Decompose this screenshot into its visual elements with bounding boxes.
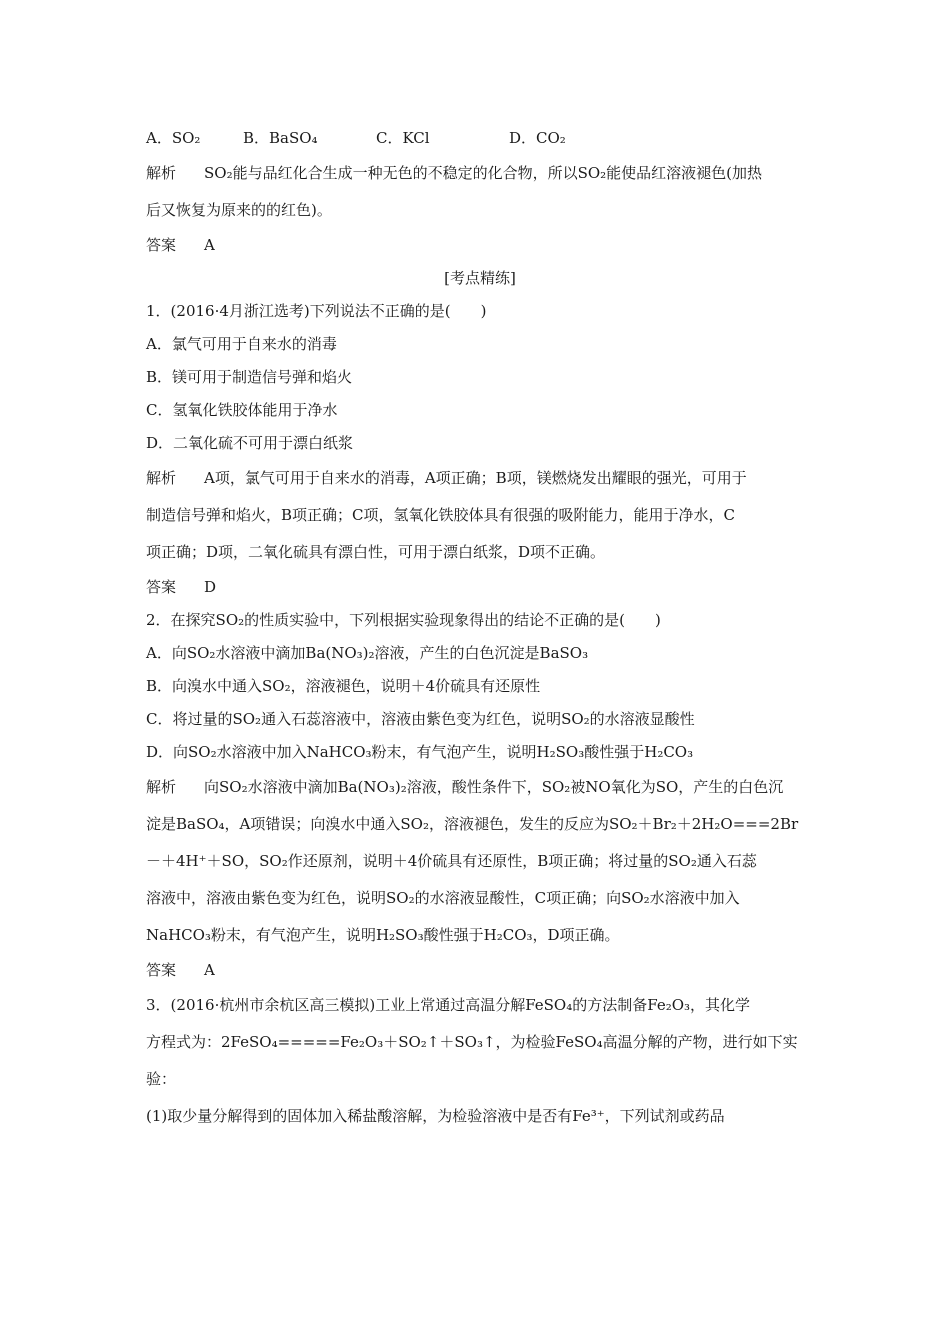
q1-option-a: A．氯气可用于自来水的消毒 (146, 335, 337, 353)
q2-analysis-line-2: 淀是BaSO₄，A项错误；向溴水中通入SO₂，溶液褪色，发生的反应为SO₂＋Br₂＋2H₂O===2Br (146, 815, 799, 833)
q1-option-c: C．氢氧化铁胶体能用于净水 (146, 401, 338, 419)
q1-analysis-line-2: 制造信号弹和焰火，B项正确；C项，氢氧化铁胶体具有很强的吸附能力，能用于净水，C (146, 506, 735, 524)
q2-answer-value: A (204, 961, 215, 979)
prev-option-b: B．BaSO₄ (243, 129, 318, 147)
prev-answer-value: A (204, 236, 215, 254)
q2-analysis-line-4: 溶液中，溶液由紫色变为红色，说明SO₂的水溶液显酸性，C项正确；向SO₂水溶液中加入 (146, 889, 740, 907)
q1-option-d: D．二氧化硫不可用于漂白纸浆 (146, 434, 354, 452)
prev-option-c: C．KCl (376, 129, 430, 147)
q2-analysis-text-1: 向SO₂水溶液中滴加Ba(NO₃)₂溶液，酸性条件下，SO₂被NO氧化为SO，产生的白色沉 (204, 778, 784, 796)
q2-answer (146, 954, 814, 987)
q1-analysis-line-1 (146, 460, 814, 497)
page-content (146, 122, 814, 1135)
q2-analysis-line-3: －＋4H⁺＋SO，SO₂作还原剂，说明＋4价硫具有还原性，B项正确；将过量的SO₂通入石蕊 (146, 852, 757, 870)
prev-analysis-line-1 (146, 155, 814, 192)
q1-analysis-label: 解析 (146, 469, 177, 487)
prev-answer-label: 答案 (146, 236, 177, 254)
q2-stem: 2．在探究SO₂的性质实验中，下列根据实验现象得出的结论不正确的是( ) (146, 611, 661, 629)
q3-stem-line-1: 3．(2016·杭州市余杭区高三模拟)工业上常通过高温分解FeSO₄的方法制备Fe₂O₃，其化学 (146, 996, 751, 1014)
q2-analysis-line-5: NaHCO₃粉末，有气泡产生，说明H₂SO₃酸性强于H₂CO₃，D项正确。 (146, 926, 620, 944)
prev-options (146, 122, 814, 155)
prev-analysis-line-2: 后又恢复为原来的的红色)。 (146, 201, 332, 219)
q1-analysis-line-3: 项正确；D项，二氧化硫具有漂白性，可用于漂白纸浆，D项不正确。 (146, 543, 606, 561)
prev-analysis-label: 解析 (146, 164, 177, 182)
q2-option-c: C．将过量的SO₂通入石蕊溶液中，溶液由紫色变为红色，说明SO₂的水溶液显酸性 (146, 710, 695, 728)
prev-option-d: D．CO₂ (509, 129, 566, 147)
q3-stem-line-3: 验： (146, 1070, 177, 1088)
q2-analysis-label: 解析 (146, 778, 177, 796)
section-title: [考点精练] (444, 269, 516, 287)
q3-stem-line-2: 方程式为：2FeSO₄=====Fe₂O₃＋SO₂↑＋SO₃↑，为检验FeSO₄高温分解的产物，进行如下实 (146, 1033, 798, 1051)
q2-answer-label: 答案 (146, 961, 177, 979)
prev-analysis-text-1: SO₂能与品红化合生成一种无色的不稳定的化合物，所以SO₂能使品红溶液褪色(加热 (204, 164, 763, 182)
prev-option-a: A．SO₂ (146, 129, 201, 147)
q1-option-b: B．镁可用于制造信号弹和焰火 (146, 368, 353, 386)
q1-answer-value: D (204, 578, 217, 596)
q1-stem: 1．(2016·4月浙江选考)下列说法不正确的是( ) (146, 302, 487, 320)
q2-option-b: B．向溴水中通入SO₂，溶液褪色，说明＋4价硫具有还原性 (146, 677, 541, 695)
q1-answer (146, 571, 814, 604)
q1-analysis-text-1: A项，氯气可用于自来水的消毒，A项正确；B项，镁燃烧发出耀眼的强光，可用于 (204, 469, 747, 487)
q2-option-a: A．向SO₂水溶液中滴加Ba(NO₃)₂溶液，产生的白色沉淀是BaSO₃ (146, 644, 589, 662)
q3-sub-question-1: (1)取少量分解得到的固体加入稀盐酸溶解，为检验溶液中是否有Fe³⁺，下列试剂或药品 (146, 1107, 725, 1125)
q1-answer-label: 答案 (146, 578, 177, 596)
prev-answer (146, 229, 814, 262)
q2-option-d: D．向SO₂水溶液中加入NaHCO₃粉末，有气泡产生，说明H₂SO₃酸性强于H₂CO₃ (146, 743, 694, 761)
q2-analysis-line-1 (146, 769, 814, 806)
